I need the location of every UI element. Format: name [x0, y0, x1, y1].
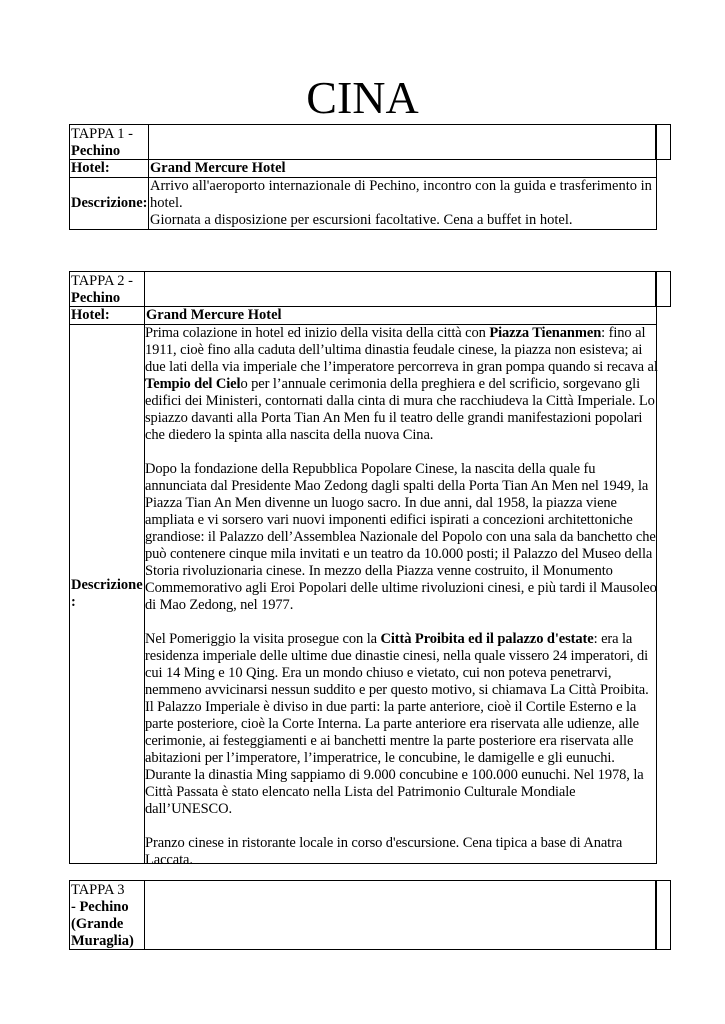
- stage-2-header-endcell: [655, 271, 671, 307]
- stage-2-place: Pechino: [71, 290, 121, 306]
- stage-2-description-row: [69, 324, 658, 868]
- stage-2-description-label: [71, 577, 145, 611]
- stage-2-table: [69, 271, 658, 868]
- stage-1-hotel-label: Hotel:: [71, 160, 110, 176]
- stage-2-description-label-line-2: :: [71, 594, 76, 610]
- stage-1-description-row: [69, 177, 657, 230]
- document-title: CINA: [306, 72, 419, 123]
- stage-3-place-line-2: (Grande: [71, 916, 124, 932]
- stage-1-place: Pechino: [71, 143, 121, 159]
- stage-1-hotel-row: [69, 159, 657, 178]
- stage-3-header-endcell: [655, 880, 671, 950]
- stage-2-label: [71, 273, 143, 307]
- stage-1-hotel-name: Grand Mercure Hotel: [150, 160, 286, 176]
- stage-2-paragraph-2: [145, 461, 658, 614]
- stage-2-header-row: [69, 271, 657, 307]
- stage-2-description-label-line-1: Descrizione: [71, 577, 143, 593]
- stage-2-paragraph-4: [145, 835, 658, 869]
- stage-3-table: [69, 880, 657, 950]
- stage-1-description-line: hotel.: [150, 195, 183, 211]
- text-run: Prima colazione in hotel ed inizio della visita della città con: [145, 325, 490, 341]
- stage-2-hotel-label: Hotel:: [71, 307, 110, 323]
- stage-1-description-line: Giornata a disposizione per escursioni facoltative. Cena a buffet in hotel.: [150, 212, 573, 228]
- place-name-bold: Piazza Tienanmen: [489, 325, 602, 341]
- stage-2-description-text: [145, 325, 658, 869]
- stage-1-description-text: [150, 178, 658, 229]
- text-run: Pranzo cinese in ristorante locale in corso d'escursione. Cena tipica a base di Anatra Laccata.: [145, 835, 623, 868]
- stage-2-paragraph-1: [145, 325, 658, 444]
- place-name-bold: Città Proibita ed il palazzo d'estate: [380, 631, 594, 647]
- stage-1-prefix: TAPPA 1 -: [71, 126, 133, 142]
- stage-3-label: [71, 882, 143, 950]
- stage-1-table: [69, 124, 657, 230]
- stage-2-hotel-row: [69, 306, 657, 325]
- place-name-bold: Tempio del Ciel: [145, 376, 241, 392]
- stage-3-place-line-1: - Pechino: [71, 899, 129, 915]
- stage-2-hotel-name: Grand Mercure Hotel: [146, 307, 282, 323]
- stage-3-header-row: [69, 880, 657, 950]
- stage-3-place-line-3: Muraglia): [71, 933, 134, 949]
- stage-1-header-row: [69, 124, 657, 160]
- stage-1-header-endcell: [655, 124, 671, 160]
- stage-1-description-line: Arrivo all'aeroporto internazionale di Pechino, incontro con la guida e trasferimento in: [150, 178, 652, 194]
- stage-1-label: [71, 126, 147, 160]
- text-run: Dopo la fondazione della Repubblica Popolare Cinese, la nascita della quale fu annunciata dal Presidente Mao Zedong dagli spalti della Porta Tian An Men nel 1949, la Piazza Tian An Men divenne un luogo sacro. In due anni, dal 1958, la piazza viene ampliata e vi sorsero vari nuovi imponenti edifici ispirati a concezioni architettoniche grandiose: il Palazzo dell’Assemblea Nazionale del Popolo con una sala da banchetto che può contenere cinque mila invitati e un teatro da 10.000 posti; il Palazzo del Museo della Storia rivoluzionaria cinese. In mezzo della Piazza venne costruito, il Monumento Commemorativo agli Eroi Popolari delle ultime rivoluzioni cinesi, e più tardi il Mausoleo di Mao Zedong, nel 1977.: [145, 461, 657, 613]
- text-run: : fino al 1911, cioè fino alla caduta dell’ultima dinastia feudale cinese, la piazza non esisteva; ai due lati della via imperiale che l’imperatore percorreva in gran pompa quando si recava al: [145, 325, 658, 375]
- stage-2-paragraph-3: [145, 631, 658, 818]
- stage-1-description-label: Descrizione:: [71, 195, 148, 211]
- text-run: Nel Pomeriggio la visita prosegue con la: [145, 631, 381, 647]
- stage-3-prefix: TAPPA 3: [71, 882, 125, 898]
- stage-2-prefix: TAPPA 2 -: [71, 273, 133, 289]
- text-run: o per l’annuale cerimonia della preghiera e del scrificio, sorgevano gli edifici dei Ministeri, contornati dalla cinta di mura che racchiudeva la Città Imperiale. Lo spiazzo davanti alla Porta Tian An Men fu il teatro delle grandi manifestazioni popolari che diedero la spinta alla nascita della nuova Cina.: [145, 376, 655, 443]
- text-run: : era la residenza imperiale delle ultime due dinastie cinesi, nella quale vissero 24 imperatori, di cui 14 Ming e 10 Qing. Era un mondo chiuso e vietato, cui non poteva penetrarvi, nemmeno avvicinarsi nessun suddito e per questo motivo, si chiamava La Città Proibita. Il Palazzo Imperiale è diviso in due parti: la parte anteriore, cioè il Cortile Esterno e la parte posteriore, cioè la Corte Interna. La parte anteriore era riservata alle udienze, alle cerimonie, ai festeggiamenti e ai banchetti mentre la parte posteriore era riservata alle abitazioni per l’imperatore, l’imperatrice, le concubine, le damigelle e gli eunuchi. Durante la dinastia Ming sappiamo di 9.000 concubine e 100.000 eunuchi. Nel 1978, la Città Passata è stato elencato nella Lista del Patrimonio Culturale Mondiale dall’UNESCO.: [145, 631, 649, 817]
